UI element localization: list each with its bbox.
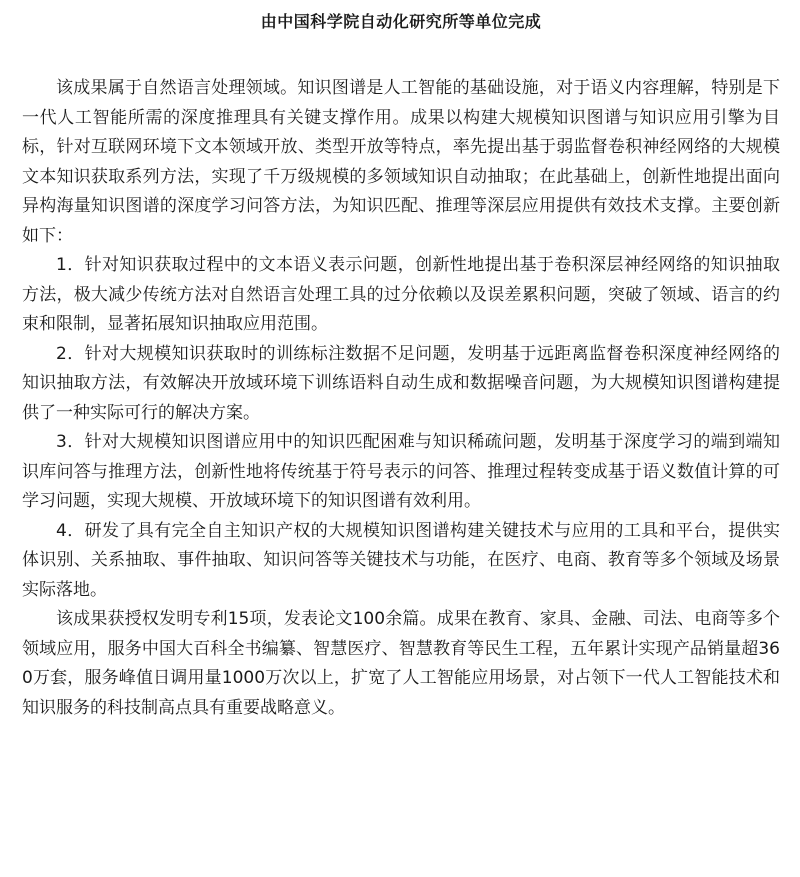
- paragraph-results: 该成果获授权发明专利15项，发表论文100余篇。成果在教育、家具、金融、司法、电商等多个领域应用，服务中国大百科全书编纂、智慧医疗、智慧教育等民生工程，五年累计实现产品销量超360万套，服务峰值日调用量1000万次以上，扩宽了人工智能应用场景，对占领下一代人工智能技术和知识服务的科技制高点具有重要战略意义。: [22, 609, 780, 718]
- paragraph-innovation-1: 1．针对知识获取过程中的文本语义表示问题，创新性地提出基于卷积深层神经网络的知识抽取方法，极大减少传统方法对自然语言处理工具的过分依赖以及误差累积问题，突破了领域、语言的约束和限制，显著拓展知识抽取应用范围。: [22, 255, 780, 334]
- paragraph-innovation-4: 4．研发了具有完全自主知识产权的大规模知识图谱构建关键技术与应用的工具和平台，提供实体识别、关系抽取、事件抽取、知识问答等关键技术与功能，在医疗、电商、教育等多个领域及场景实际落地。: [22, 520, 780, 600]
- paragraph-innovation-2: 2．针对大规模知识获取时的训练标注数据不足问题，发明基于远距离监督卷积深度神经网络的知识抽取方法，有效解决开放域环境下训练语料自动生成和数据噪音问题，为大规模知识图谱构建提供了一种实际可行的解决方案。: [22, 343, 780, 423]
- document-title: 由中国科学院自动化研究所等单位完成: [260, 12, 542, 31]
- paragraph-innovation-3: 3．针对大规模知识图谱应用中的知识匹配困难与知识稀疏问题，发明基于深度学习的端到端知识库问答与推理方法，创新性地将传统基于符号表示的问答、推理过程转变成基于语义数值计算的可学习问题，实现大规模、开放域环境下的知识图谱有效利用。: [22, 432, 780, 511]
- paragraph-intro: 该成果属于自然语言处理领域。知识图谱是人工智能的基础设施，对于语义内容理解，特别是下一代人工智能所需的深度推理具有关键支撑作用。成果以构建大规模知识图谱与知识应用引擎为目标，针对互联网环境下文本领域开放、类型开放等特点，率先提出基于弱监督卷积神经网络的大规模文本知识获取系列方法，实现了千万级规模的多领域知识自动抽取；在此基础上，创新性地提出面向异构海量知识图谱的深度学习问答方法，为知识匹配、推理等深层应用提供有效技术支撑。主要创新如下：: [22, 78, 780, 246]
- document-body: [22, 74, 780, 723]
